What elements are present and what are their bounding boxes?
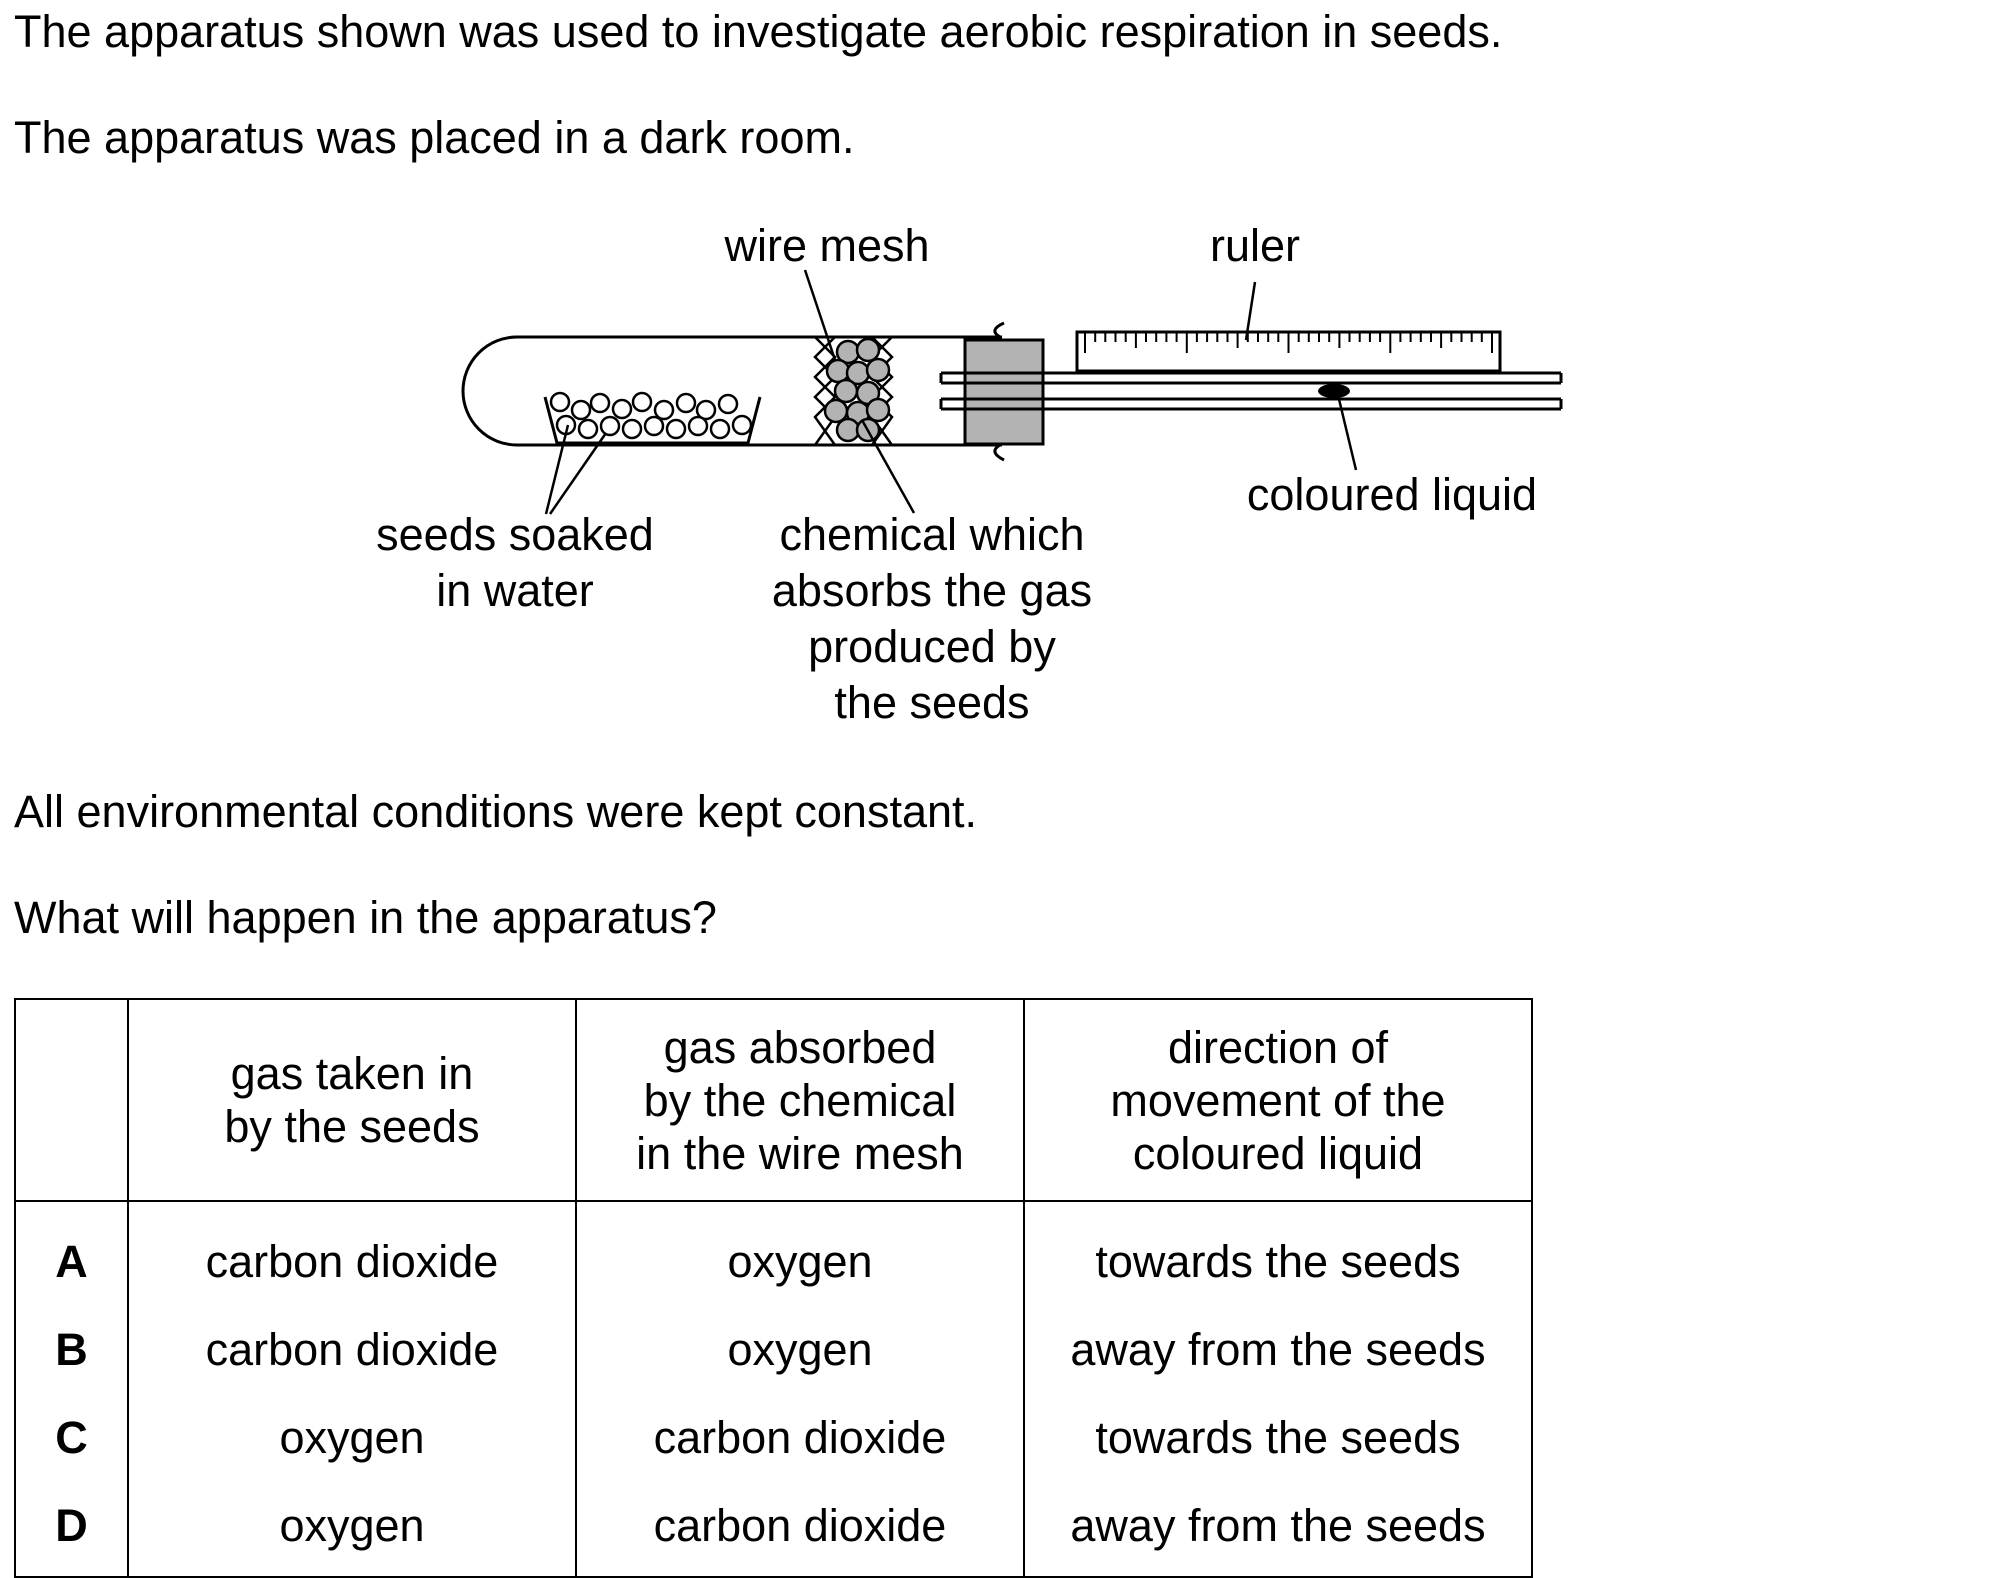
question-text: What will happen in the apparatus?: [14, 892, 717, 943]
rubber-stopper: [965, 340, 1043, 444]
tube-rim-bottom: [995, 445, 1004, 460]
intro-line-2: The apparatus was placed in a dark room.: [14, 112, 855, 163]
table-row: [15, 1394, 1532, 1482]
cell-direction: towards the seeds: [1024, 1394, 1532, 1482]
option-letter: D: [15, 1482, 128, 1577]
cell-direction: away from the seeds: [1024, 1482, 1532, 1577]
seeds: [551, 393, 751, 438]
label-seeds-line: in water: [436, 565, 594, 616]
cell-gas-in: oxygen: [128, 1482, 576, 1577]
label-ruler: ruler: [1209, 220, 1301, 271]
leader-coloured-liquid: [1338, 395, 1356, 470]
table-row: [15, 1306, 1532, 1394]
label-seeds-line: seeds soaked: [376, 509, 654, 560]
header-gas-taken-in: [128, 999, 576, 1201]
tube-rim-top: [995, 323, 1004, 337]
option-letter: A: [15, 1201, 128, 1306]
label-seeds: [365, 507, 665, 619]
label-wire-mesh: wire mesh: [724, 220, 930, 271]
table-row: [15, 1201, 1532, 1306]
header-line: coloured liquid: [1132, 1127, 1424, 1179]
label-chemical-line: produced by: [808, 621, 1056, 672]
header-line: by the seeds: [224, 1101, 480, 1152]
table-row: [15, 1482, 1532, 1577]
label-chemical-line: absorbs the gas: [771, 565, 1093, 616]
table-header-row: [15, 999, 1532, 1201]
header-letter-column: [15, 999, 128, 1201]
option-letter: C: [15, 1394, 128, 1482]
answer-table: [14, 998, 1533, 1578]
intro-line-1: The apparatus shown was used to investigate aerobic respiration in seeds.: [14, 6, 1503, 57]
cell-gas-absorbed: carbon dioxide: [576, 1482, 1024, 1577]
header-line: in the wire mesh: [636, 1127, 964, 1179]
cell-gas-absorbed: oxygen: [576, 1201, 1024, 1306]
header-line: direction of: [1167, 1021, 1389, 1073]
cell-direction: away from the seeds: [1024, 1306, 1532, 1394]
header-direction: [1024, 999, 1532, 1201]
leader-chemical: [862, 420, 914, 513]
cell-gas-in: oxygen: [128, 1394, 576, 1482]
label-chemical: [762, 507, 1102, 731]
label-chemical-line: the seeds: [834, 677, 1030, 728]
header-gas-absorbed: [576, 999, 1024, 1201]
chemical-granules: [825, 339, 889, 441]
label-coloured-liquid: coloured liquid: [1246, 469, 1538, 520]
label-chemical-line: chemical which: [779, 509, 1085, 560]
conditions-text: All environmental conditions were kept constant.: [14, 786, 978, 837]
header-line: movement of the: [1110, 1074, 1446, 1126]
option-letter: B: [15, 1306, 128, 1394]
header-line: gas absorbed: [663, 1021, 937, 1073]
leader-wire-mesh: [805, 270, 835, 360]
cell-gas-absorbed: carbon dioxide: [576, 1394, 1024, 1482]
coloured-liquid-drop: [1318, 384, 1350, 398]
cell-direction: towards the seeds: [1024, 1201, 1532, 1306]
cell-gas-in: carbon dioxide: [128, 1306, 576, 1394]
header-line: by the chemical: [643, 1074, 957, 1126]
header-line: gas taken in: [230, 1048, 474, 1099]
cell-gas-in: carbon dioxide: [128, 1201, 576, 1306]
cell-gas-absorbed: oxygen: [576, 1306, 1024, 1394]
